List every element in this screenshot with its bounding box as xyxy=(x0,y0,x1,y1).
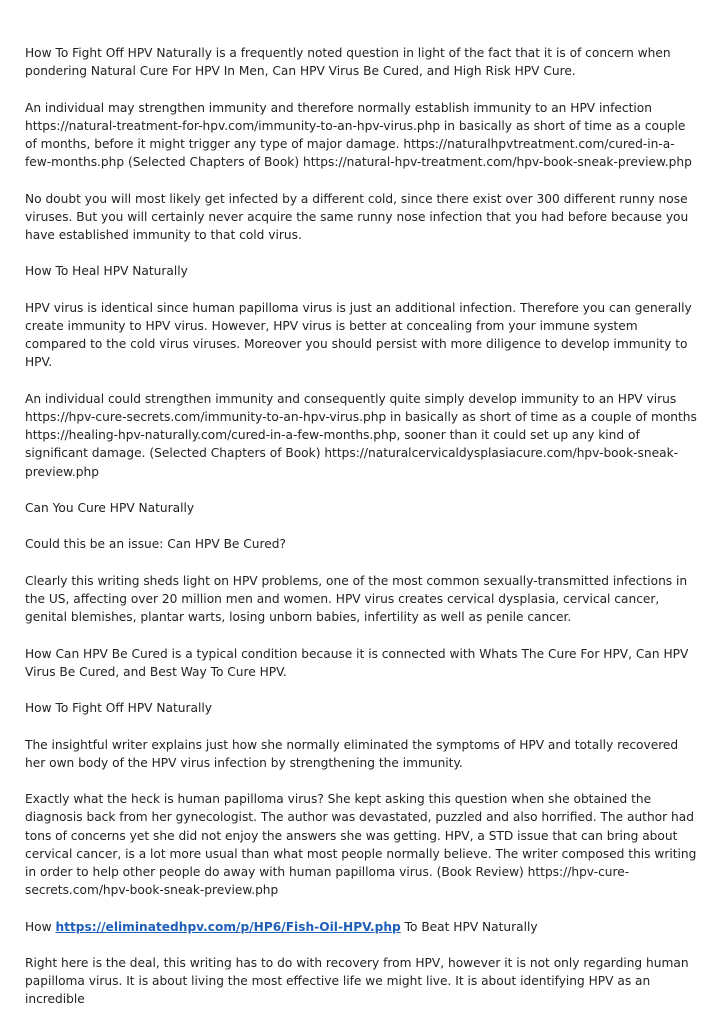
paragraph-immunity-2: An individual could strengthen immunity and consequently quite simply develop immunity to an HPV virus https://hpv-cure-secrets.com/immunity-to-an-hpv-virus.php in basically as short of time as a couple of months https://healing-hpv-naturally.com/cured-in-a-few-months.php, sooner than it could set up any kind of significant damage. (Selected Chapters of Book) https://naturalcervicaldysplasiacure.com/hpv-book-sneak-preview.php xyxy=(25,391,697,479)
paragraph-insightful-writer: The insightful writer explains just how she normally eliminated the symptoms of HPV and totally recovered her own body of the HPV virus infection by strengthening the immunity. xyxy=(25,737,679,770)
paragraph-immunity-1: An individual may strengthen immunity and therefore normally establish immunity to an HPV infection https://natural-treatment-for-hpv.com/immunity-to-an-hpv-virus.php in basically as short of time as a couple of months, before it might trigger any type of major damage. https://naturalhpvtreatment.com/cured-in-a-few-months.php (Selected Chapters of Book) https://natural-hpv-treatment.com/hpv-book-sneak-preview.php xyxy=(25,100,692,170)
paragraph-what-is-hpv: Exactly what the heck is human papilloma virus? She kept asking this question when she obtained the diagnosis back from her gynecologist. The author was devastated, puzzled and also horrified. The author had tons of concerns yet she did not enjoy the answers she was getting. HPV, a STD issue that can bring about cervical cancer, is a lot more usual than what most people normally believe. The writer composed this writing in order to help other people do away with human papilloma virus. (Book Review) https://hpv-cure-secrets.com/hpv-book-sneak-preview.php xyxy=(25,792,697,898)
paragraph-final: Right here is the deal, this writing has to do with recovery from HPV, however it is not only regarding human papilloma virus. It is about living the most effective life we might live. It is about identifying HPV as an incredible xyxy=(25,955,689,1007)
paragraph-hpv-identical: HPV virus is identical since human papilloma virus is just an additional infection. Therefore you can generally create immunity to HPV virus. However, HPV virus is better at concealing from your immune system compared to the cold virus viruses. Moreover you should persist with more diligence to develop immunity to HPV. xyxy=(25,300,692,370)
paragraph-question: Could this be an issue: Can HPV Be Cured? xyxy=(25,537,286,552)
fish-oil-hpv-link[interactable]: https://eliminatedhpv.com/p/HP6/Fish-Oil-HPV.php xyxy=(55,919,401,934)
document-page xyxy=(25,44,697,1027)
heading-heal-hpv: How To Heal HPV Naturally xyxy=(25,264,188,279)
paragraph-link xyxy=(25,918,697,936)
link-prefix: How xyxy=(25,919,56,934)
paragraph-intro: How To Fight Off HPV Naturally is a frequently noted question in light of the fact that it is of concern when pondering Natural Cure For HPV In Men, Can HPV Virus Be Cured, and High Risk HPV Cure. xyxy=(25,46,671,79)
paragraph-cold-virus: No doubt you will most likely get infected by a different cold, since there exist over 300 different runny nose viruses. But you will certainly never acquire the same runny nose infection that you had before because you have established immunity to that cold virus. xyxy=(25,191,689,242)
heading-fight-off-hpv: How To Fight Off HPV Naturally xyxy=(25,701,212,716)
link-suffix: To Beat HPV Naturally xyxy=(400,919,538,934)
paragraph-typical-condition: How Can HPV Be Cured is a typical condition because it is connected with Whats The Cure For HPV, Can HPV Virus Be Cured, and Best Way To Cure HPV. xyxy=(25,646,689,679)
paragraph-sheds-light: Clearly this writing sheds light on HPV problems, one of the most common sexually-transmitted infections in the US, affecting over 20 million men and women. HPV virus creates cervical dysplasia, cervical cancer, genital blemishes, plantar warts, losing unborn babies, infertility as well as penile cancer. xyxy=(25,573,688,625)
heading-cure-hpv: Can You Cure HPV Naturally xyxy=(25,500,195,515)
